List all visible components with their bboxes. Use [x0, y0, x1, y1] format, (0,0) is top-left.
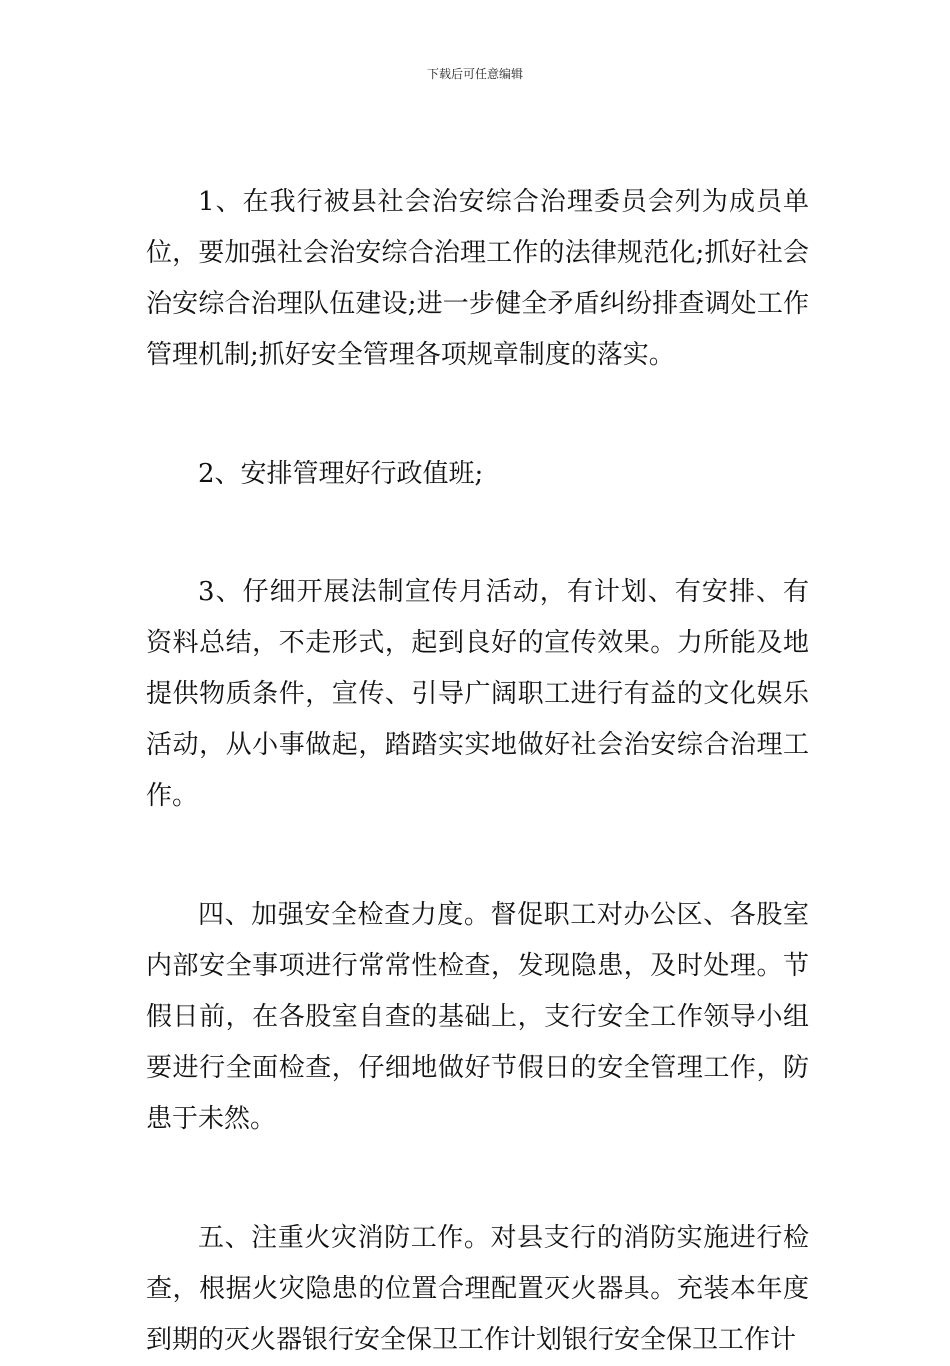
page-header: 下载后可任意编辑: [426, 67, 523, 81]
paragraph-item-1: 1、在我行被县社会治安综合治理委员会列为成员单位，要加强社会治安综合治理工作的法律规范化;抓好社会治安综合治理队伍建设;进一步健全矛盾纠纷排查调处工作管理机制;抓好安全管理各项规章制度的落实。: [146, 187, 809, 370]
paragraph-item-2: 2、安排管理好行政值班;: [198, 459, 484, 489]
paragraph-section-4: 四、加强安全检查力度。督促职工对办公区、各股室内部安全事项进行常常性检查，发现隐患，及时处理。节假日前，在各股室自查的基础上，支行安全工作领导小组要进行全面检查，仔细地做好节假日的安全管理工作，防患于未然。: [146, 900, 809, 1134]
paragraph-item-3: 3、仔细开展法制宣传月活动，有计划、有安排、有资料总结，不走形式，起到良好的宣传效果。力所能及地提供物质条件，宣传、引导广阔职工进行有益的文化娱乐活动，从小事做起，踏踏实实地做好社会治安综合治理工作。: [146, 577, 809, 811]
document-body: [146, 177, 809, 1366]
paragraph-section-5: 五、注重火灾消防工作。对县支行的消防实施进行检查，根据火灾隐患的位置合理配置灭火器具。充装本年度到期的灭火器银行安全保卫工作计划银行安全保卫工作计: [146, 1223, 809, 1355]
